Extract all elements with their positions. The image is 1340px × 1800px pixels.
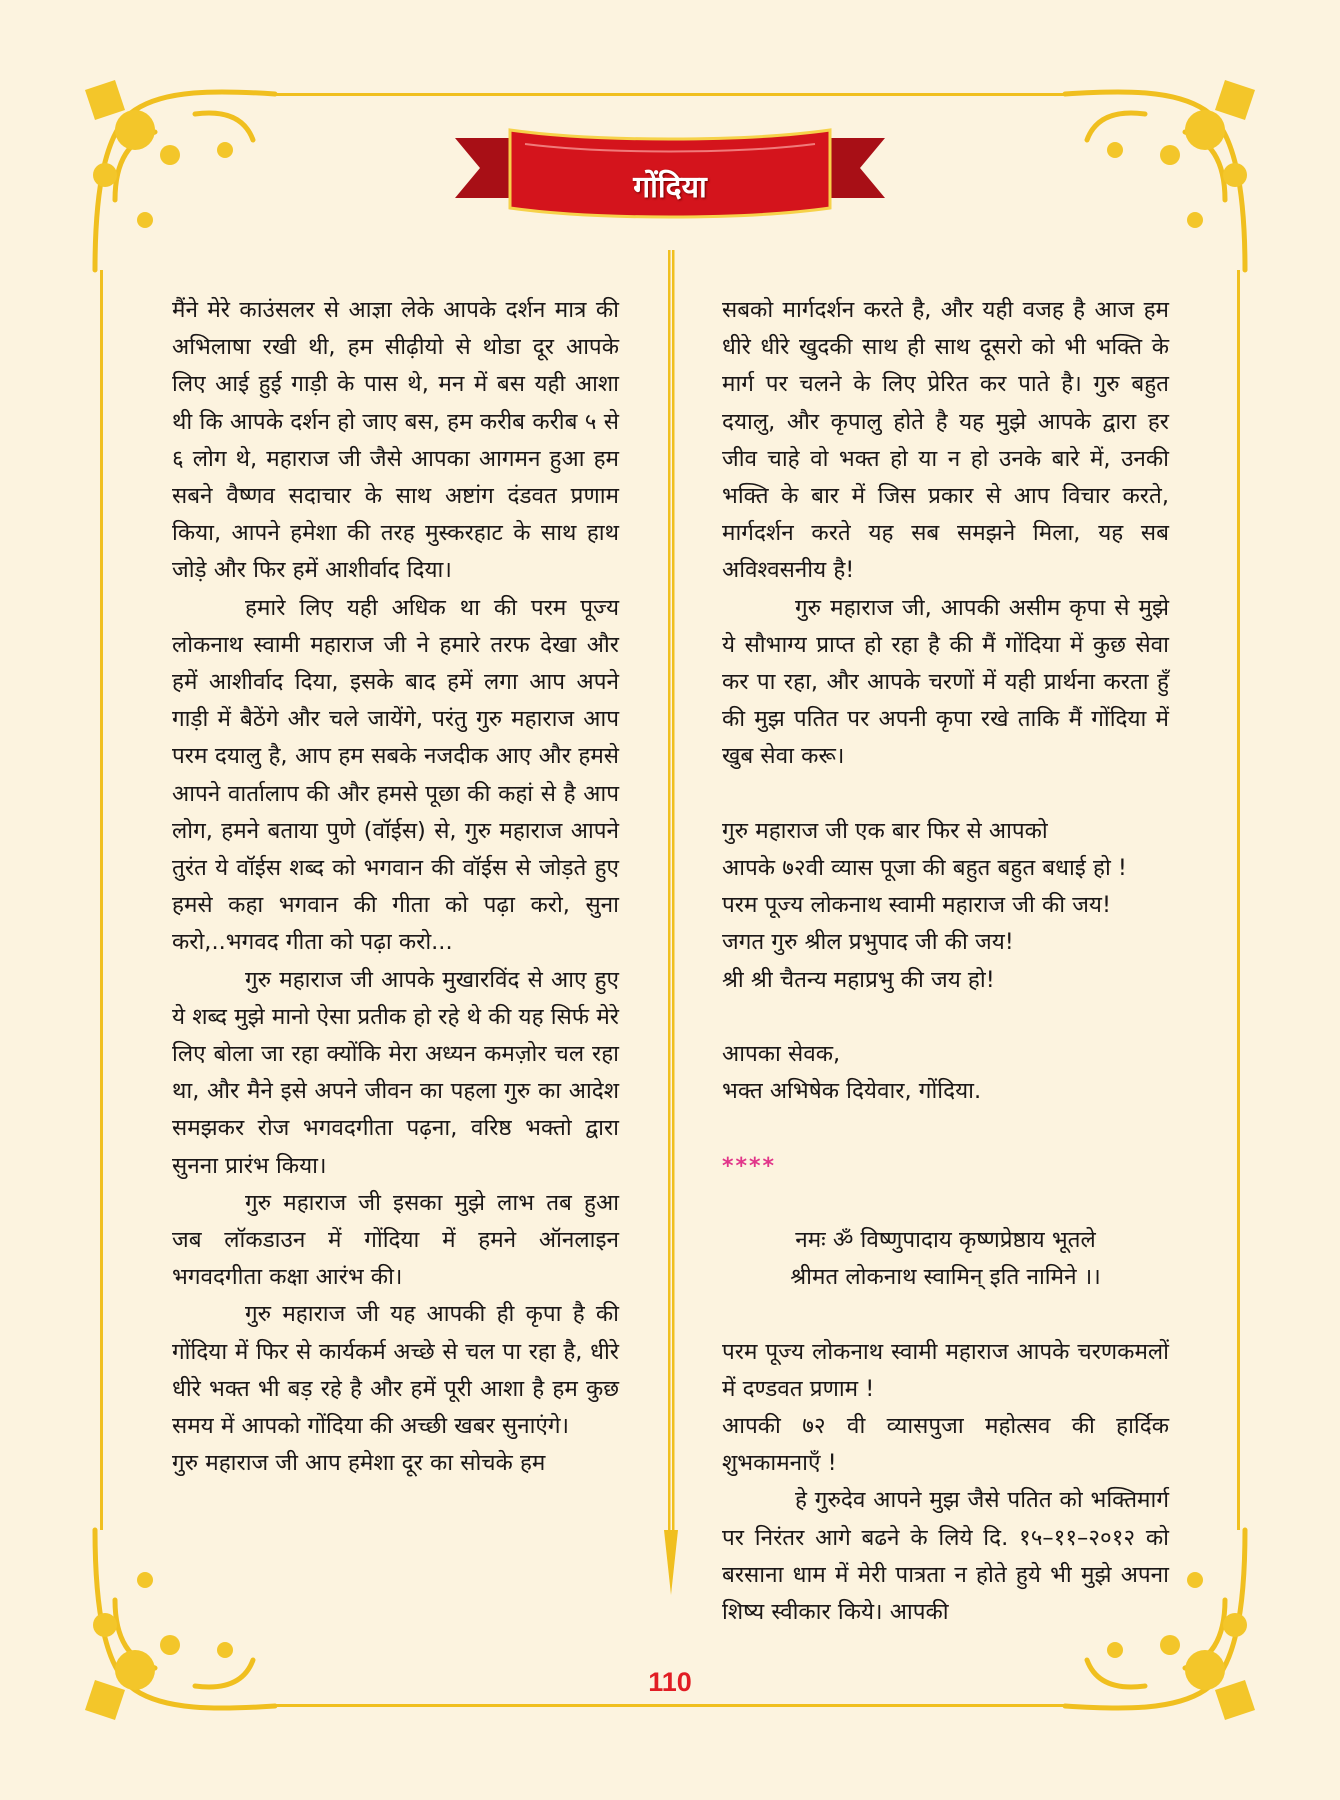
wish-line: श्री श्री चैतन्य महाप्रभु की जय हो!	[722, 966, 995, 993]
right-column	[722, 292, 1169, 1631]
spacer	[722, 1110, 1169, 1147]
page-number: 110	[648, 1667, 692, 1697]
stars-separator: ****	[722, 1153, 777, 1179]
mantra-line: नमः ॐ विष्णुपादाय कृष्णप्रेष्ठाय भूतले	[795, 1227, 1096, 1254]
left-paragraph-5: गुरु महाराज जी यह आपकी ही कृपा है की गोंदिया में फिर से कार्यकर्म अच्छे से चल पा रहा है, धीरे धीरे भक्त भी बड़ रहे है और हमें पूरी आशा है हम कुछ समय में आपको गोंदिया की अच्छी खबर सुनाएंगे।	[172, 1301, 619, 1440]
left-paragraph-2: हमारे लिए यही अधिक था की परम पूज्य लोकनाथ स्वामी महाराज जी ने हमारे तरफ देखा और हमें आशीर्वाद दिया, इसके बाद हमें लगा आप अपने गाड़ी में बैठेंगे और चले जायेंगे, परंतु गुरु महाराज आप परम दयालु है, आप हम सबके नजदीक आए और हमसे आपने वार्तालाप की और हमसे पूछा की कहां से है आप लोग, हमने बताया पुणे (वॉईस) से, गुरु महाराज आपने तुरंत ये वॉईस शब्द को भगवान की वॉईस से जोड़ते हुए हमसे कहा भगवान की गीता को पढ़ा करो, सुना करो,..भगवद गीता को पढ़ा करो...	[172, 594, 619, 956]
page-title: गोंदिया	[633, 170, 707, 205]
right-paragraph-3: परम पूज्य लोकनाथ स्वामी महाराज आपके चरणकमलों में दण्डवत प्रणाम !	[722, 1338, 1169, 1402]
wish-line: गुरु महाराज जी एक बार फिर से आपको	[722, 817, 1048, 844]
border-right-line	[1237, 270, 1240, 1530]
mantra-line: श्रीमत लोकनाथ स्वामिन् इति नामिने ।।	[790, 1264, 1101, 1291]
signoff-line: भक्त अभिषेक दियेवार, गोंदिया.	[722, 1078, 982, 1105]
wish-line: परम पूज्य लोकनाथ स्वामी महाराज जी की जय!	[722, 892, 1111, 919]
right-paragraph-5: हे गुरुदेव आपने मुझ जैसे पतित को भक्तिमार्ग पर निरंतर आगे बढने के लिये दि. १५–११–२०१२ को बरसाना धाम में मेरी पात्रता न होते हुये भी मुझे अपना शिष्य स्वीकार किये। आपकी	[722, 1487, 1169, 1626]
border-bottom-line	[272, 1704, 1068, 1707]
left-paragraph-1: मैंने मेरे काउंसलर से आज्ञा लेके आपके दर्शन मात्र की अभिलाषा रखी थी, हम सीढ़ीयो से थोडा दूर आपके लिए आई हुई गाड़ी के पास थे, मन में बस यही आशा थी कि आपके दर्शन हो जाए बस, हम करीब करीब ५ से ६ लोग थे, महाराज जी जैसे आपका आगमन हुआ हम सबने वैष्णव सदाचार के साथ अष्टांग दंडवत प्रणाम किया, आपने हमेशा की तरह मुस्करहाट के साथ हाथ जोड़े और फिर हमें आशीर्वाद दिया।	[172, 297, 619, 584]
corner-ornament-bottom-left	[75, 1520, 285, 1730]
wish-line: जगत गुरु श्रील प्रभुपाद जी की जय!	[722, 929, 1014, 956]
spacer	[722, 1185, 1169, 1222]
border-left-line	[100, 270, 103, 1530]
left-paragraph-6: गुरु महाराज जी आप हमेशा दूर का सोचके हम	[172, 1450, 546, 1477]
column-divider	[664, 250, 678, 1595]
signoff-line: आपका सेवक,	[722, 1041, 841, 1068]
left-paragraph-3: गुरु महाराज जी आपके मुखारविंद से आए हुए ये शब्द मुझे मानो ऐसा प्रतीक हो रहे थे की यह सिर्फ मेरे लिए बोला जा रहा क्योंकि मेरा अध्यन कमज़ोर चल रहा था, और मैने इसे अपने जीवन का पहला गुरु का आदेश समझकर रोज भगवदगीता पढ़ना, वरिष्ठ भक्तो द्वारा सुनना प्रारंभ किया।	[172, 966, 619, 1179]
spacer	[722, 776, 1169, 813]
wish-line: आपके ७२वी व्यास पूजा की बहुत बहुत बधाई हो !	[722, 855, 1127, 882]
spacer	[722, 999, 1169, 1036]
left-paragraph-4: गुरु महाराज जी इसका मुझे लाभ तब हुआ जब लॉकडाउन में गोंदिया में हमने ऑनलाइन भगवदगीता कक्षा आरंभ की।	[172, 1189, 619, 1291]
right-paragraph-4: आपकी ७२ वी व्यासपुजा महोत्सव की हार्दिक शुभकामनाएँ !	[722, 1413, 1169, 1477]
right-paragraph-2: गुरु महाराज जी, आपकी असीम कृपा से मुझे ये सौभाग्य प्राप्त हो रहा है की मैं गोंदिया में कुछ सेवा कर पा रहा, और आपके चरणों में यही प्रार्थना करता हुँ की मुझ पतित पर अपनी कृपा रखे ताकि मैं गोंदिया में खुब सेवा करू।	[722, 594, 1169, 770]
right-paragraph-1: सबको मार्गदर्शन करते है, और यही वजह है आज हम धीरे धीरे खुदकी साथ ही साथ दूसरो को भी भक्ति के मार्ग पर चलने के लिए प्रेरित कर पाते है। गुरु बहुत दयालु, और कृपालु होते है यह मुझे आपके द्वारा हर जीव चाहे वो भक्त हो या न हो उनके बारे में, उनकी भक्ति के बार में जिस प्रकार से आप विचार करते, मार्गदर्शन करते यह सब समझने मिला, यह सब अविश्वसनीय है!	[722, 297, 1169, 584]
border-top-line	[272, 93, 1068, 96]
left-column	[172, 292, 619, 1483]
spacer	[722, 1296, 1169, 1333]
